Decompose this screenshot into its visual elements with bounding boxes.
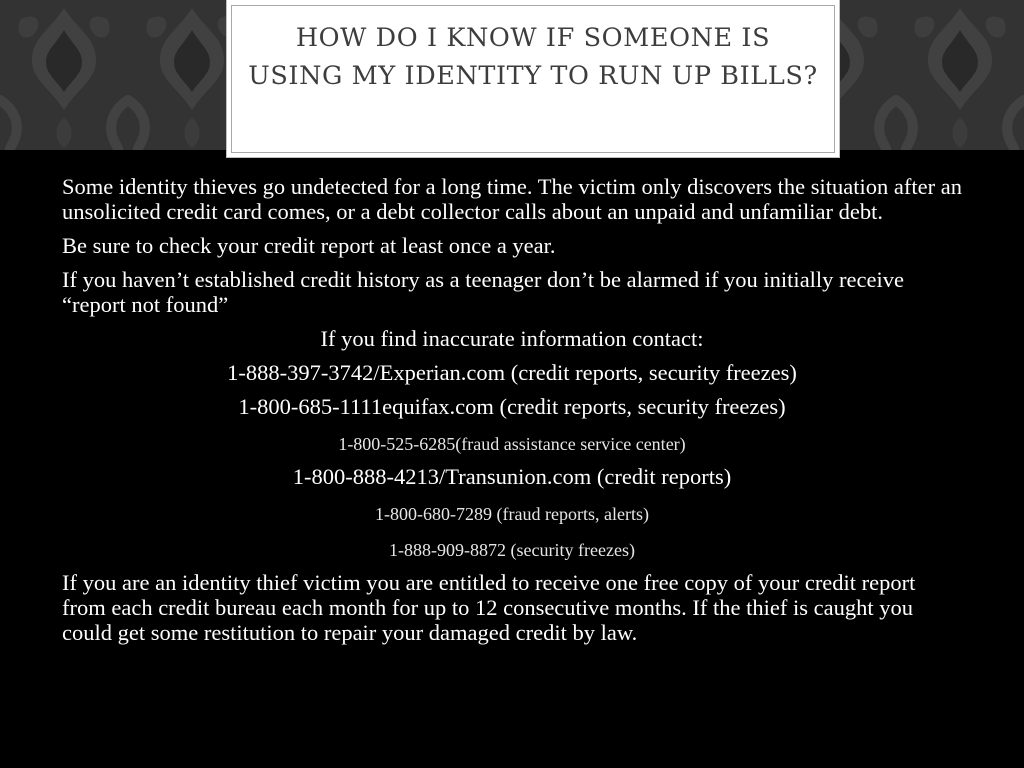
contact-equifax-fraud: 1-800-525-6285(fraud assistance service center) (338, 434, 686, 454)
contact-intro: If you find inaccurate information contact: (320, 326, 704, 351)
paragraph-teenager: If you haven’t established credit history as a teenager don’t be alarmed if you initially receive “report not found” (62, 267, 904, 317)
title-box (226, 0, 840, 158)
contact-transunion-fraud: 1-800-680-7289 (fraud reports, alerts) (375, 504, 649, 524)
paragraph-undetected: Some identity thieves go undetected for a long time. The victim only discovers the situation after an unsolicited credit card comes, or a debt collector calls about an unpaid and unfamiliar debt. (62, 174, 962, 224)
paragraph-check-report: Be sure to check your credit report at least once a year. (62, 233, 556, 258)
contact-transunion: 1-800-888-4213/Transunion.com (credit reports) (292, 464, 732, 489)
contact-experian: 1-888-397-3742/Experian.com (credit reports, security freezes) (227, 360, 797, 385)
paragraph-victim-rights: If you are an identity thief victim you are entitled to receive one free copy of your credit report from each credit bureau each month for up to 12 consecutive months. If the thief is caught you could get some restitution to repair your damaged credit by law. (62, 570, 916, 645)
contact-equifax: 1-800-685-1111equifax.com (credit reports, security freezes) (238, 394, 786, 419)
slide-title: HOW DO I KNOW IF SOMEONE IS USING MY IDENTITY TO RUN UP BILLS? (248, 23, 818, 91)
contact-transunion-freeze: 1-888-909-8872 (security freezes) (389, 540, 635, 560)
slide-body (62, 174, 962, 645)
